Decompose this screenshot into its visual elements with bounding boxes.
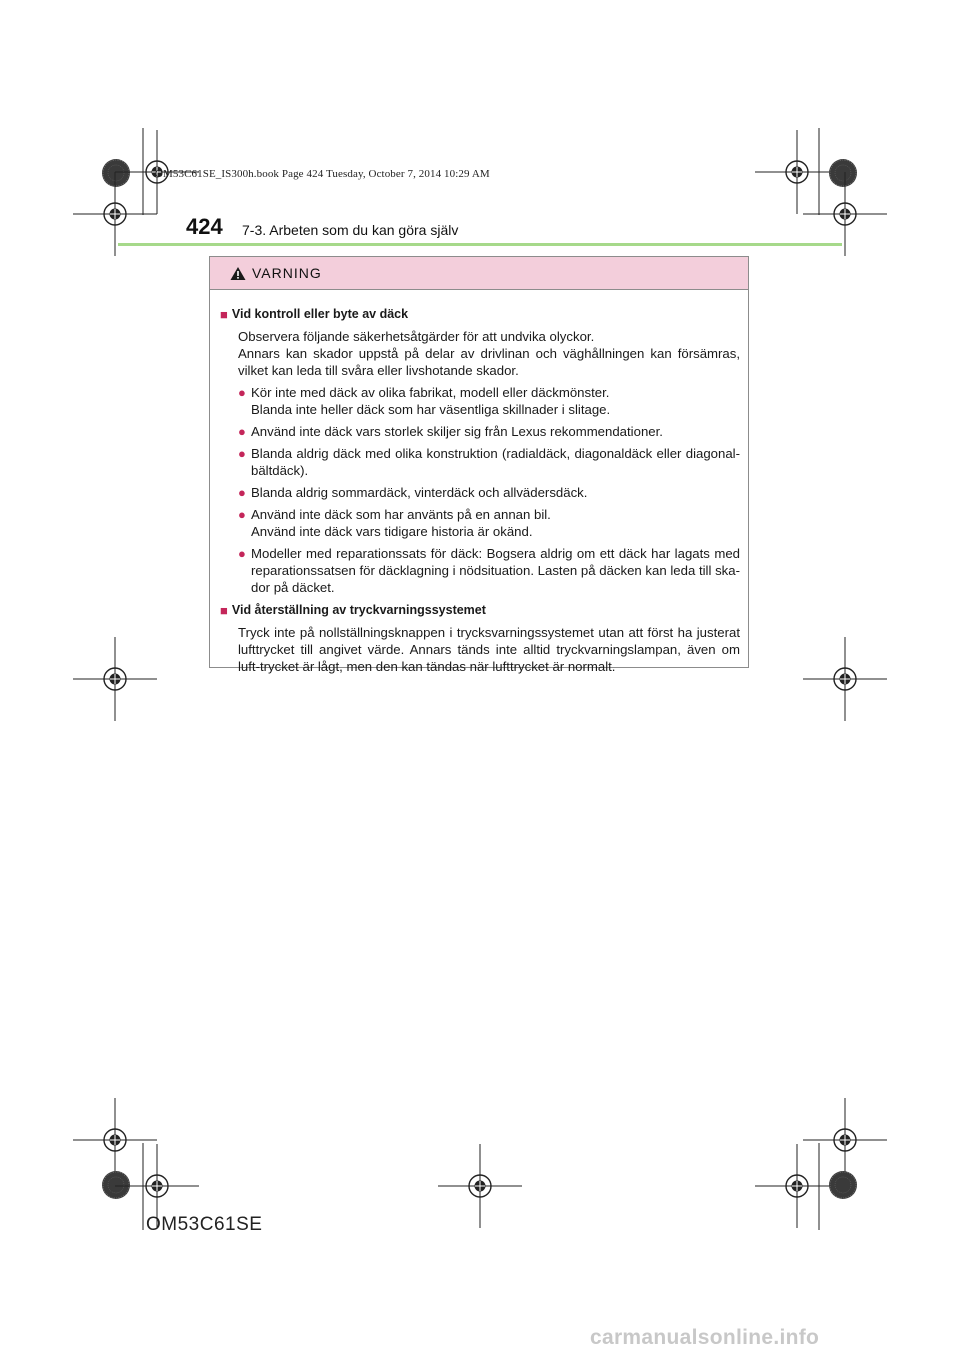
section-heading: ■ Vid återställning av tryckvarningssystemet [220,603,486,618]
list-item: ● Använd inte däck som har använts på en annan bil. Använd inte däck vars tidigare historia är okänd. [238,507,551,539]
warning-title: VARNING [252,265,322,281]
round-bullet-icon: ● [238,507,246,522]
square-bullet-icon: ■ [220,307,228,322]
header-rule [118,243,842,246]
paragraph: Tryck inte på nollställningsknappen i trycksvarningssystemet utan att först ha justerat lufttrycket till angivet värde. Annars tänds inte alltid tryckvarningslampan, även om luft-trycket är lågt, men den kan tändas när lufttrycket är normalt. [238,625,740,674]
list-item: ● Kör inte med däck av olika fabrikat, modell eller däckmönster. Blanda inte heller däck som har väsentliga skillnader i slitage. [238,385,611,417]
warning-triangle-icon [230,266,246,281]
list-item: ● Blanda aldrig däck med olika konstruktion (radialdäck, diagonaldäck eller diagonal-bältdäck). [238,446,740,478]
section-heading: ■ Vid kontroll eller byte av däck [220,307,409,322]
round-bullet-icon: ● [238,424,246,439]
round-bullet-icon: ● [238,446,246,461]
paragraph: Observera följande säkerhetsåtgärder för att undvika olyckor. [238,329,595,344]
book-file-header: OM53C61SE_IS300h.book Page 424 Tuesday, October 7, 2014 10:29 AM [155,168,490,180]
page-number: 424 [186,214,223,239]
list-item: ● Modeller med reparationssats för däck: Bogsera aldrig om ett däck har lagats med reparationssatsen för däcklagning i nödsituation. Lasten på däcken kan leda till ska-dor på däcket. [238,546,740,595]
round-bullet-icon: ● [238,546,246,561]
list-item: ● Blanda aldrig sommardäck, vinterdäck och allvädersdäck. [238,485,588,500]
square-bullet-icon: ■ [220,603,228,618]
paragraph: Annars kan skador uppstå på delar av drivlinan och väghållningen kan försämras, vilket kan leda till svåra eller livshotande skador. [238,346,740,378]
list-item: ● Använd inte däck vars storlek skiljer sig från Lexus rekommendationer. [238,424,663,439]
warning-body [210,290,748,675]
section-title: 7-3. Arbeten som du kan göra själv [242,222,459,238]
watermark: carmanualsonline.info [590,1326,820,1349]
warning-box [209,256,749,674]
round-bullet-icon: ● [238,485,246,500]
round-bullet-icon: ● [238,385,246,400]
warning-header [210,257,748,290]
manual-code: OM53C61SE [146,1214,263,1235]
